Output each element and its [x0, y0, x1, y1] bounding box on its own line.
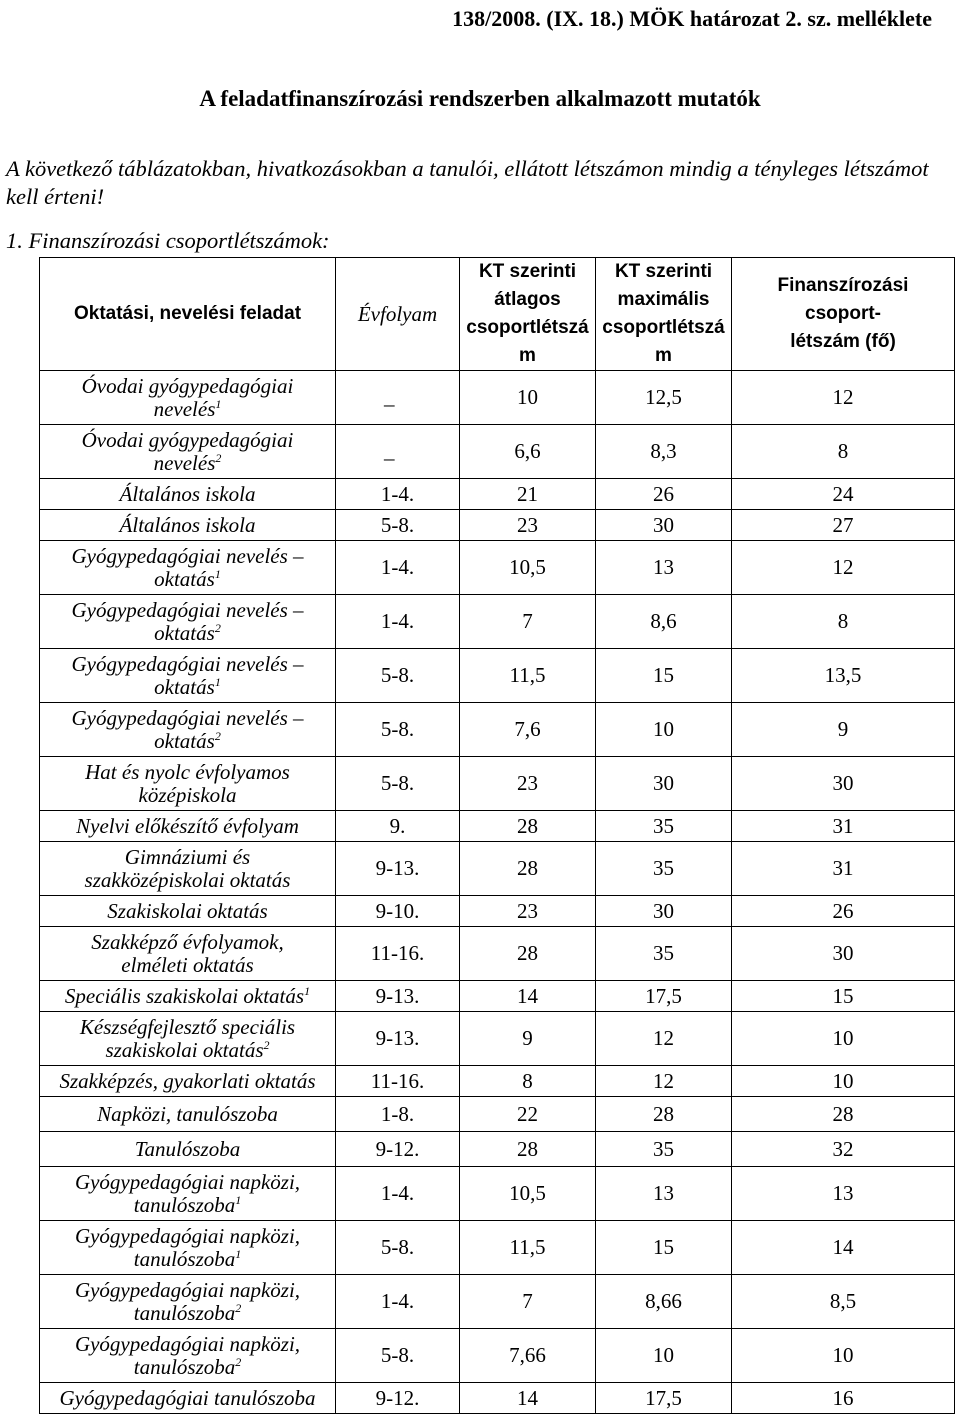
cell-task — [40, 510, 336, 541]
table-row — [40, 1132, 955, 1167]
table-row — [40, 1012, 955, 1066]
cell-financing: 14 — [732, 1221, 955, 1275]
task-line2: nevelés — [153, 396, 216, 421]
cell-task — [40, 896, 336, 927]
header-grade — [336, 258, 460, 371]
cell-average: 10,5 — [460, 541, 596, 595]
cell-grade: 5-8. — [336, 703, 460, 757]
cell-task — [40, 479, 336, 510]
cell-maximum: 30 — [596, 896, 732, 927]
task-line1: Nyelvi előkészítő évfolyam — [76, 813, 299, 838]
task-line2: oktatás — [154, 674, 215, 699]
cell-task — [40, 371, 336, 425]
cell-financing: 30 — [732, 757, 955, 811]
cell-financing: 30 — [732, 927, 955, 981]
header-average-line4: m — [519, 345, 536, 366]
cell-maximum: 10 — [596, 703, 732, 757]
task-line1: Szakképző évfolyamok, — [91, 929, 284, 954]
task-line2: oktatás — [154, 728, 215, 753]
cell-grade: 11-16. — [336, 927, 460, 981]
header-task-label: Oktatási, nevelési feladat — [73, 303, 302, 324]
table-row — [40, 842, 955, 896]
cell-task — [40, 1167, 336, 1221]
cell-financing: 31 — [732, 811, 955, 842]
cell-maximum: 26 — [596, 479, 732, 510]
cell-average: 6,6 — [460, 425, 596, 479]
table-row — [40, 1167, 955, 1221]
header-maximum — [596, 258, 732, 371]
cell-grade: 9. — [336, 811, 460, 842]
table-row — [40, 927, 955, 981]
task-line2: oktatás — [154, 620, 215, 645]
cell-grade: 9-12. — [336, 1383, 460, 1414]
task-line1: Gyógypedagógiai tanulószoba — [59, 1385, 316, 1410]
table-row — [40, 1383, 955, 1414]
cell-financing: 9 — [732, 703, 955, 757]
header-average-line2: átlagos — [494, 289, 561, 310]
header-financing-line2: csoport- — [805, 303, 881, 324]
cell-financing: 8 — [732, 425, 955, 479]
cell-average: 7 — [460, 595, 596, 649]
cell-task — [40, 1221, 336, 1275]
cell-average: 28 — [460, 811, 596, 842]
header-maximum-line4: m — [655, 345, 672, 366]
cell-average: 28 — [460, 842, 596, 896]
header-average-line1: KT szerinti — [478, 261, 577, 282]
task-line1: Gyógypedagógiai nevelés – — [71, 543, 304, 568]
cell-task — [40, 649, 336, 703]
footnote-marker: 2 — [214, 620, 221, 635]
cell-task — [40, 757, 336, 811]
cell-maximum: 28 — [596, 1097, 732, 1132]
cell-task — [40, 1132, 336, 1167]
cell-financing: 13 — [732, 1167, 955, 1221]
task-line1: Gyógypedagógiai napközi, — [74, 1169, 301, 1194]
task-line2: tanulószoba — [133, 1192, 236, 1217]
cell-average: 7,66 — [460, 1329, 596, 1383]
header-financing-line1: Finanszírozási — [777, 275, 909, 296]
table-row — [40, 811, 955, 842]
cell-maximum: 8,3 — [596, 425, 732, 479]
footnote-marker: 2 — [235, 1300, 242, 1315]
task-line1: Szakképzés, gyakorlati oktatás — [59, 1068, 316, 1093]
cell-grade: 1-4. — [336, 1167, 460, 1221]
task-line1: Gyógypedagógiai napközi, — [74, 1331, 301, 1356]
table-row — [40, 981, 955, 1012]
footnote-marker: 1 — [304, 983, 311, 998]
header-grade-label: Évfolyam — [357, 302, 438, 326]
task-line2: tanulószoba — [133, 1354, 236, 1379]
cell-task — [40, 703, 336, 757]
cell-grade: 5-8. — [336, 649, 460, 703]
task-line1: Szakiskolai oktatás — [107, 898, 268, 923]
cell-task — [40, 541, 336, 595]
table-row — [40, 595, 955, 649]
cell-grade: 1-4. — [336, 1275, 460, 1329]
cell-grade: 1-4. — [336, 595, 460, 649]
cell-grade: 1-8. — [336, 1097, 460, 1132]
task-line1: Gyógypedagógiai nevelés – — [71, 705, 304, 730]
footnote-marker: 1 — [215, 396, 222, 411]
cell-grade: 9-13. — [336, 981, 460, 1012]
task-line2: tanulószoba — [133, 1246, 236, 1271]
task-line2: nevelés — [153, 450, 216, 475]
table-row — [40, 1097, 955, 1132]
header-average — [460, 258, 596, 371]
cell-maximum: 13 — [596, 1167, 732, 1221]
cell-grade: 5-8. — [336, 510, 460, 541]
cell-grade: _ — [336, 371, 460, 425]
cell-financing: 24 — [732, 479, 955, 510]
cell-average: 23 — [460, 896, 596, 927]
intro-text: A következő táblázatokban, hivatkozásokban a tanulói, ellátott létszámon mindig a tényleges létszámot kell érteni! — [6, 156, 929, 209]
cell-average: 9 — [460, 1012, 596, 1066]
task-line2: szakiskolai oktatás — [105, 1037, 264, 1062]
table-row — [40, 479, 955, 510]
cell-financing: 28 — [732, 1097, 955, 1132]
header-maximum-line1: KT szerinti — [614, 261, 713, 282]
table-row — [40, 371, 955, 425]
cell-maximum: 12 — [596, 1012, 732, 1066]
cell-financing: 27 — [732, 510, 955, 541]
task-line1: Óvodai gyógypedagógiai — [81, 373, 294, 398]
table-row — [40, 649, 955, 703]
cell-average: 23 — [460, 757, 596, 811]
task-line1: Óvodai gyógypedagógiai — [81, 427, 294, 452]
cell-maximum: 15 — [596, 1221, 732, 1275]
cell-task — [40, 1012, 336, 1066]
footnote-marker: 1 — [214, 674, 221, 689]
header-task — [40, 258, 336, 371]
section-title: 1. Finanszírozási csoportlétszámok: — [6, 228, 330, 253]
cell-grade: 9-13. — [336, 1012, 460, 1066]
cell-grade: _ — [336, 425, 460, 479]
cell-financing: 10 — [732, 1329, 955, 1383]
cell-financing: 10 — [732, 1066, 955, 1097]
cell-task — [40, 1275, 336, 1329]
cell-task — [40, 981, 336, 1012]
footnote-marker: 1 — [214, 566, 221, 581]
table-row — [40, 1329, 955, 1383]
cell-grade: 5-8. — [336, 757, 460, 811]
task-line2: szakközépiskolai oktatás — [84, 867, 291, 892]
task-line1: Gyógypedagógiai napközi, — [74, 1277, 301, 1302]
task-line1: Hat és nyolc évfolyamos — [85, 759, 290, 784]
cell-maximum: 17,5 — [596, 1383, 732, 1414]
header-maximum-line2: maximális — [617, 289, 710, 310]
table-row — [40, 1275, 955, 1329]
cell-financing: 31 — [732, 842, 955, 896]
cell-average: 21 — [460, 479, 596, 510]
cell-average: 28 — [460, 927, 596, 981]
table-row — [40, 896, 955, 927]
cell-task — [40, 1329, 336, 1383]
cell-maximum: 13 — [596, 541, 732, 595]
cell-task — [40, 1383, 336, 1414]
cell-average: 11,5 — [460, 649, 596, 703]
table-row — [40, 510, 955, 541]
cell-task — [40, 842, 336, 896]
cell-grade: 5-8. — [336, 1329, 460, 1383]
cell-task — [40, 811, 336, 842]
cell-average: 8 — [460, 1066, 596, 1097]
cell-task — [40, 1066, 336, 1097]
cell-average: 7,6 — [460, 703, 596, 757]
cell-task — [40, 927, 336, 981]
table-row — [40, 541, 955, 595]
cell-maximum: 17,5 — [596, 981, 732, 1012]
cell-financing: 32 — [732, 1132, 955, 1167]
cell-grade: 1-4. — [336, 479, 460, 510]
cell-grade: 9-12. — [336, 1132, 460, 1167]
cell-maximum: 12 — [596, 1066, 732, 1097]
cell-average: 10 — [460, 371, 596, 425]
task-line2: tanulószoba — [133, 1300, 236, 1325]
task-line1: Napközi, tanulószoba — [97, 1101, 278, 1126]
cell-average: 28 — [460, 1132, 596, 1167]
cell-average: 11,5 — [460, 1221, 596, 1275]
cell-grade: 11-16. — [336, 1066, 460, 1097]
footnote-marker: 2 — [214, 728, 221, 743]
table-row — [40, 1066, 955, 1097]
cell-financing: 10 — [732, 1012, 955, 1066]
task-line2: elméleti oktatás — [121, 952, 254, 977]
cell-maximum: 15 — [596, 649, 732, 703]
cell-task — [40, 595, 336, 649]
cell-maximum: 35 — [596, 927, 732, 981]
cell-financing: 16 — [732, 1383, 955, 1414]
table-row — [40, 757, 955, 811]
cell-grade: 9-13. — [336, 842, 460, 896]
cell-maximum: 30 — [596, 510, 732, 541]
cell-average: 23 — [460, 510, 596, 541]
cell-task — [40, 1097, 336, 1132]
cell-average: 14 — [460, 981, 596, 1012]
task-line1: Általános iskola — [119, 512, 256, 537]
header-financing — [732, 258, 955, 371]
cell-financing: 12 — [732, 371, 955, 425]
cell-financing: 8 — [732, 595, 955, 649]
cell-financing: 13,5 — [732, 649, 955, 703]
cell-maximum: 35 — [596, 1132, 732, 1167]
header-average-line3: csoportlétszá — [466, 317, 589, 338]
table-row — [40, 703, 955, 757]
cell-average: 22 — [460, 1097, 596, 1132]
footnote-marker: 2 — [215, 450, 222, 465]
task-line1: Gyógypedagógiai nevelés – — [71, 651, 304, 676]
footnote-marker: 1 — [235, 1192, 242, 1207]
table-header-row — [40, 258, 955, 371]
cell-task — [40, 425, 336, 479]
cell-maximum: 30 — [596, 757, 732, 811]
task-line1: Tanulószoba — [134, 1136, 241, 1161]
cell-grade: 5-8. — [336, 1221, 460, 1275]
cell-maximum: 8,6 — [596, 595, 732, 649]
task-line1: Készségfejlesztő speciális — [79, 1014, 296, 1039]
task-line1: Gyógypedagógiai nevelés – — [71, 597, 304, 622]
task-line2: középiskola — [138, 782, 237, 807]
cell-average: 10,5 — [460, 1167, 596, 1221]
cell-maximum: 35 — [596, 811, 732, 842]
cell-average: 14 — [460, 1383, 596, 1414]
footnote-marker: 2 — [263, 1037, 270, 1052]
task-line1: Gimnáziumi és — [124, 844, 251, 869]
cell-financing: 15 — [732, 981, 955, 1012]
footnote-marker: 2 — [235, 1354, 242, 1369]
cell-grade: 1-4. — [336, 541, 460, 595]
cell-financing: 12 — [732, 541, 955, 595]
table-row — [40, 1221, 955, 1275]
cell-maximum: 10 — [596, 1329, 732, 1383]
table-row — [40, 425, 955, 479]
header-financing-line3: létszám (fő) — [790, 331, 896, 352]
document-header: 138/2008. (IX. 18.) MÖK határozat 2. sz. melléklete — [452, 6, 932, 31]
task-line2: oktatás — [154, 566, 215, 591]
cell-maximum: 12,5 — [596, 371, 732, 425]
task-line1: Speciális szakiskolai oktatás — [64, 983, 305, 1008]
cell-grade: 9-10. — [336, 896, 460, 927]
header-maximum-line3: csoportlétszá — [602, 317, 725, 338]
group-size-table — [39, 257, 955, 1414]
task-line1: Általános iskola — [119, 481, 256, 506]
footnote-marker: 1 — [235, 1246, 242, 1261]
cell-maximum: 8,66 — [596, 1275, 732, 1329]
cell-financing: 26 — [732, 896, 955, 927]
page-title: A feladatfinanszírozási rendszerben alkalmazott mutatók — [199, 86, 761, 111]
table-body — [40, 371, 955, 1414]
cell-average: 7 — [460, 1275, 596, 1329]
cell-financing: 8,5 — [732, 1275, 955, 1329]
cell-maximum: 35 — [596, 842, 732, 896]
task-line1: Gyógypedagógiai napközi, — [74, 1223, 301, 1248]
